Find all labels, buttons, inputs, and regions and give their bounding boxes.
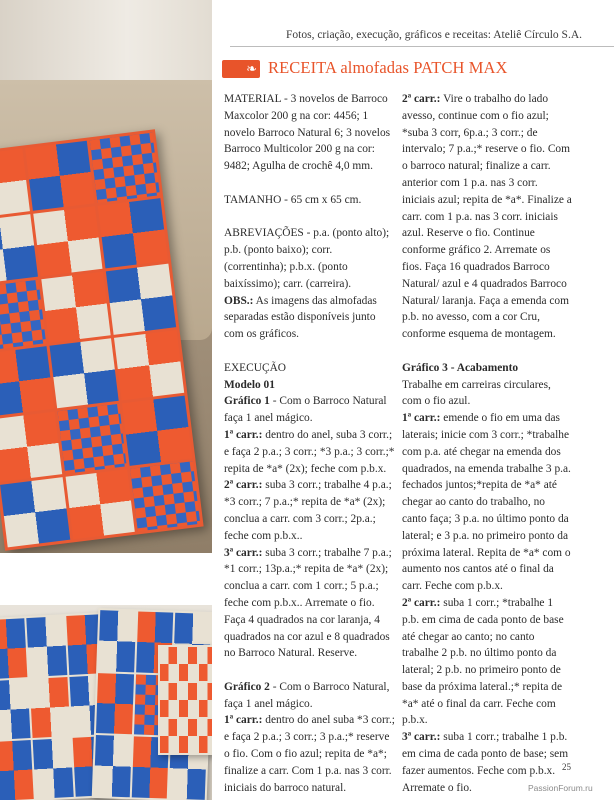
- chart3-intro: Trabalhe em carreiras circulares, com o fio azul.: [402, 378, 551, 408]
- chart1-row3: 3ª carr.: suba 3 corr.; trabalhe 7 p.a.; *1 corr.; 13p.a.;* repita de *a* (2x); conclua a carr. com 1 corr.; 5 p.a.; feche com p.b.x.. Arremate o fio. Faça 4 quadrados na cor laranja, 4 quadrados na cor azul e 8 quadrados no Barroco Natural. Reserve.: [224, 546, 392, 660]
- chart2-row2: 2ª carr.: Vire o trabalho do lado avesso, continue com o fio azul; *suba 3 corr, 6p.a.; 3 corr.; de intervalo; 7 p.a.;* reserve o fio. Com o barroco natural; finalize a carr. anterior com 1 p.a. nas 3 corr. iniciais azul; repita de *a*. Finalize a carr. com 1 p.a. nas 3 corr. iniciais azul. Reserve o fio. Continue conforme gráfico 2. Arremate os fios. Faça 16 quadrados Barroco Natural/ azul e 4 quadrados Barroco Natural/ laranja. Faça a emenda com p.b. no avesso, com a cor Cru, conforme esquema de montagem.: [402, 93, 572, 341]
- chart2-label: Gráfico 2: [224, 680, 270, 693]
- recipe-column-left: [224, 91, 396, 796]
- obs-text: As imagens das almofadas separadas estão disponíveis junto com os gráficos.: [224, 294, 377, 341]
- chart2-row1: 1ª carr.: dentro do anel suba *3 corr.; e faça 2 p.a.; 3 corr.; 3 p.a.;* reserve o fio. Com o fio azul; repita de *a*; finalize a carr. Com 1 p.a. nas 3 corr. iniciais do barroco natural.: [224, 714, 395, 794]
- title-band: [222, 60, 260, 78]
- crochet-pillow: [158, 645, 212, 755]
- yarn-icon: ❧: [246, 61, 257, 76]
- page-number: 25: [562, 762, 571, 772]
- chart3-heading: Gráfico 3 - Acabamento: [402, 361, 519, 374]
- watermark: PassionForum.ru: [528, 783, 593, 793]
- section-heading: EXECUÇÃO: [224, 361, 287, 374]
- header-divider: [230, 46, 614, 47]
- obs-label: OBS.:: [224, 294, 254, 307]
- pillow-photo-top: [0, 0, 212, 553]
- chart1-row1: 1ª carr.: dentro do anel, suba 3 corr.; e faça 2 p.a.; 3 corr.; *3 p.a.; 3 corr.;* repita de *a* (2x); feche com p.b.x.: [224, 428, 395, 475]
- chart1-label: Gráfico 1: [224, 395, 270, 408]
- model-heading: Modelo 01: [224, 378, 275, 391]
- chart2-intro: Gráfico 2 - Com o Barroco Natural, faça 1 anel mágico.: [224, 680, 390, 710]
- chart3-row1: 1ª carr.: emende o fio em uma das laterais; inicie com 3 corr.; *trabalhe com p.a. até chegar na emenda dos quadrados, na emenda trabalhe 3 p.a. fechados juntos;*repita de *a* até chegar ao canto do trabalho, no canto faça; 3 p.a. no último ponto da lateral; e 3 p.a. no primeiro ponto da próxima lateral. Repita de *a* com o aumento nos cantos até o final da carr. Feche com p.b.x.: [402, 412, 571, 593]
- size-text: TAMANHO - 65 cm x 65 cm.: [224, 193, 362, 206]
- chart1-row2: 2ª carr.: suba 3 corr.; trabalhe 4 p.a.; *3 corr.; 7 p.a.;* repita de *a* (2x); conclua a carr. com 3 corr.; 2p.a.; feche com p.b.x..: [224, 479, 392, 542]
- pillows-photo-bottom: [0, 605, 212, 800]
- material-text: MATERIAL - 3 novelos de Barroco Maxcolor 200 g na cor: 4456; 1 novelo Barroco Natural 6; 3 novelos Barroco Multicolor 200 g na cor: 9482; Agulha de crochê 4,0 mm.: [224, 93, 391, 173]
- obs-note: [224, 293, 396, 343]
- chart3-row3: 3ª carr.: suba 1 corr.; trabalhe 1 p.b. em cima de cada ponto de base; sem fazer aumentos. Feche com p.b.x. Arremate o fio.: [402, 731, 569, 794]
- chart3-row2: 2ª carr.: suba 1 corr.; *trabalhe 1 p.b. em cima de cada ponto de base até chegar ao canto; no canto trabalhe 2 p.b. no último ponto da lateral; 2 p.b. no primeiro ponto de base da próxima lateral.;* repita de *a* até o final da carr. Feche com p.b.x.: [402, 596, 564, 727]
- page-title: RECEITA almofadas PATCH MAX: [268, 58, 508, 77]
- recipe-column-right: [402, 91, 572, 796]
- photo-credit: Fotos, criação, execução, gráficos e receitas: Ateliê Círculo S.A.: [286, 29, 583, 41]
- chart1-intro: Gráfico 1 - Com o Barroco Natural faça 1 anel mágico.: [224, 395, 387, 425]
- abbreviations-text: ABREVIAÇÕES - p.a. (ponto alto); p.b. (ponto baixo); corr. (correntinha); p.b.x. (ponto baixíssimo); carr. (carreira).: [224, 227, 390, 290]
